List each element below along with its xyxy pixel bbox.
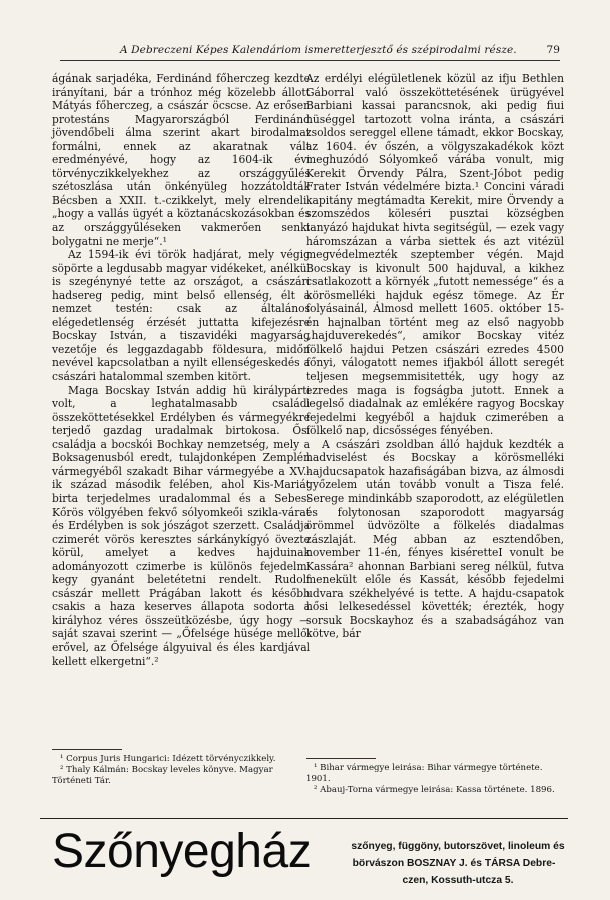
advertisement-line-1: szőnyeg, függöny, butorszövet, linoleum és [351, 841, 565, 852]
right-footnote-1: ¹ Bihar vármegye leirása: Bihar vármegye története. 1901. [306, 763, 543, 784]
right-paragraph-1: Az erdélyi elégületlenek közül az ifju Bethlen Gáborral való összeköttetésének ürügyével Barbiani kassai parancsnok, aki pedig fiui hüséggel tartozott volna iránta, a császári zsoldos sereggel ellene támadt, ekkor Bocskay, az 1604. év őszén, a völgyszakadékok közt meghuzódó Sólyomkeő várába vonult, mig Kerekit Örvendy Pálra, Szent-Jóbot pedig Frater István védelmére bizta.¹ Concini váradi kapitány megtámadta Kerekit, mire Örvendy a szomszédos köleséri pusztai községben tanyázó hajdukat hivta segitségül, — ezek vagy háromszázan a várba siettek és azt vitézül megvédelmezték szeptember végén. Majd Bocskay is kivonult 500 hajduval, a kikhez csatlakozott a környék „futott nemessége“ és a körösmelléki hajduk egész tömege. Az Ér folyásainál, Álmosd mellett 1605. október 15-én hajnalban történt meg az első nagyobb „hajduverekedés“, amikor Bocskay vitéz fölkelő hajdui Petzen császári ezredes 4500 főnyi, válogatott nemes ifjakból állott seregét teljesen megsemmisitették, ugy hogy az ezredes maga is fogságba jutott. Ennek a legelső diadalnak az emlékére ragyog Bocskay fejedelmi kegyéből a hajduk czimerében a fölkelő nap, dicsősséges fényében. [306, 72, 564, 438]
right-footnotes [306, 758, 564, 795]
page-header [60, 44, 560, 61]
advertisement-text [338, 838, 578, 889]
footnote-divider [306, 758, 376, 759]
left-column [52, 72, 310, 668]
footnote-divider [52, 749, 122, 750]
left-paragraph-1: ágának sarjadéka, Ferdinánd főherczeg kezdte irányítani, bár a trónhoz még közelebb állott Mátyás főherczeg, a császár öcscse. Az erősen protestáns Magyarországból Ferdinánd jövendőbeli álma szerint akart birodalmat formálni, ennek az akaratnak vált eredményévé, hogy az 1604-ik évi törvényczikkelyekhez az országgyűlés szétoszlása után önkényüleg hozzátoldták Bécsben a XXII. t.-czikkelyt, mely elrendeli: „hogy a vallás ügyét a köztanácskozásokban és az országgyűléseken vakmerően senki bolygatni ne merje“.¹ [52, 72, 310, 248]
advertisement-shop-name: Szőnyegház [52, 825, 312, 878]
left-footnotes [52, 749, 310, 786]
right-paragraph-2: A császári zsoldban álló hajduk kezdték a hadviselést és Bocskay a körösmelléki hajducsapatok hazafiságában bizva, az álmosdi győzelem után tovább vonult a Tisza felé. Serege mindinkább szaporodott, az elégületlen és folytonosan szaporodott magyarság örömmel üdvözölte a fölkelés diadalmas zászlaját. Még abban az esztendőben, november 11-én, fényes kiséretteI vonult be Kassára² ahonnan Barbiani sereg nélkül, futva menekült előle és Kassát, később fejedelmi udvara székhelyévé is tette. A hajdu-csapatok hősi lelkesedéssel követték; érezték, hogy sorsuk Bocskayhoz és a szabadságához van kötve, bár [306, 437, 564, 641]
advertisement-divider [40, 818, 568, 819]
left-paragraph-3: Maga Bocskay István addig hü királypárti volt, a leghatalmasabb családi összeköttetésekkel Erdélyben és vármegyékre terjedő gazdag uradalmak birtokosa. Ősi családja a bocskói Bochkay nemzetség, mely a Boksagenusból eredt, tulajdonképen Zemplén vármegyéből szakadt Bihar vármegyébe a XV.-ik század második felében, ahol Kis-Mariát birta terjedelmes uradalommal és a Sebes-Kőrös völgyében fekvő sólyomkeői szikla-várat és Erdélyben is sok jószágot szerzett. Családja czimerét vörös keresztes sárkánykígyó övezte körül, amelyet a kedves hajduinak adományozott czimerbe is különös fejedelmi kegy gyanánt beletétetni rendelt. Rudolf császár mellett Prágában lakott és később csakis a haza keserves állapota sodorta a királyhoz véres összeütközésbe, úgy hogy — saját szavai szerint — „Őfelsége hüsége mellől erővel, az Őfelsége álgyuival és éles kardjával kellett elkergetni“.² [52, 383, 310, 668]
advertisement-line-3: czen, Kossuth-utcza 5. [402, 875, 514, 886]
left-footnote-2: ² Thaly Kálmán: Bocskay leveles könyve. Magyar Történeti Tár. [52, 764, 273, 786]
left-footnote-1: ¹ Corpus Juris Hungarici: Idézett törvényczikkely. [60, 754, 276, 764]
left-paragraph-2: Az 1594-ik évi török hadjárat, mely végig söpörte a legdusabb magyar vidékeket, anélkül is szegénynyé tette az országot, a császári hadsereg pedig, mint belső ellenség, élt a nemzet testén: csak az általános elégedetlenség érzését juttatta kifejezésre Bocskay István, a tiszavidéki magyarság vezetője és leggazdagabb földesura, midőn nevével kapcsolatban a nyilt ellenségeskedés a császári hatalommal szemben kitört. [52, 248, 310, 384]
running-title: A Debreczeni Képes Kalendáriom ismeretterjesztő és szépirodalmi része. [120, 44, 517, 56]
page-number: 79 [546, 44, 560, 56]
right-footnote-2: ² Abauj-Torna vármegye leirása: Kassa története. 1896. [314, 784, 555, 795]
right-column [306, 72, 564, 641]
advertisement-line-2: börvászon BOSZNAY J. és TÁRSA Debre- [352, 858, 556, 869]
